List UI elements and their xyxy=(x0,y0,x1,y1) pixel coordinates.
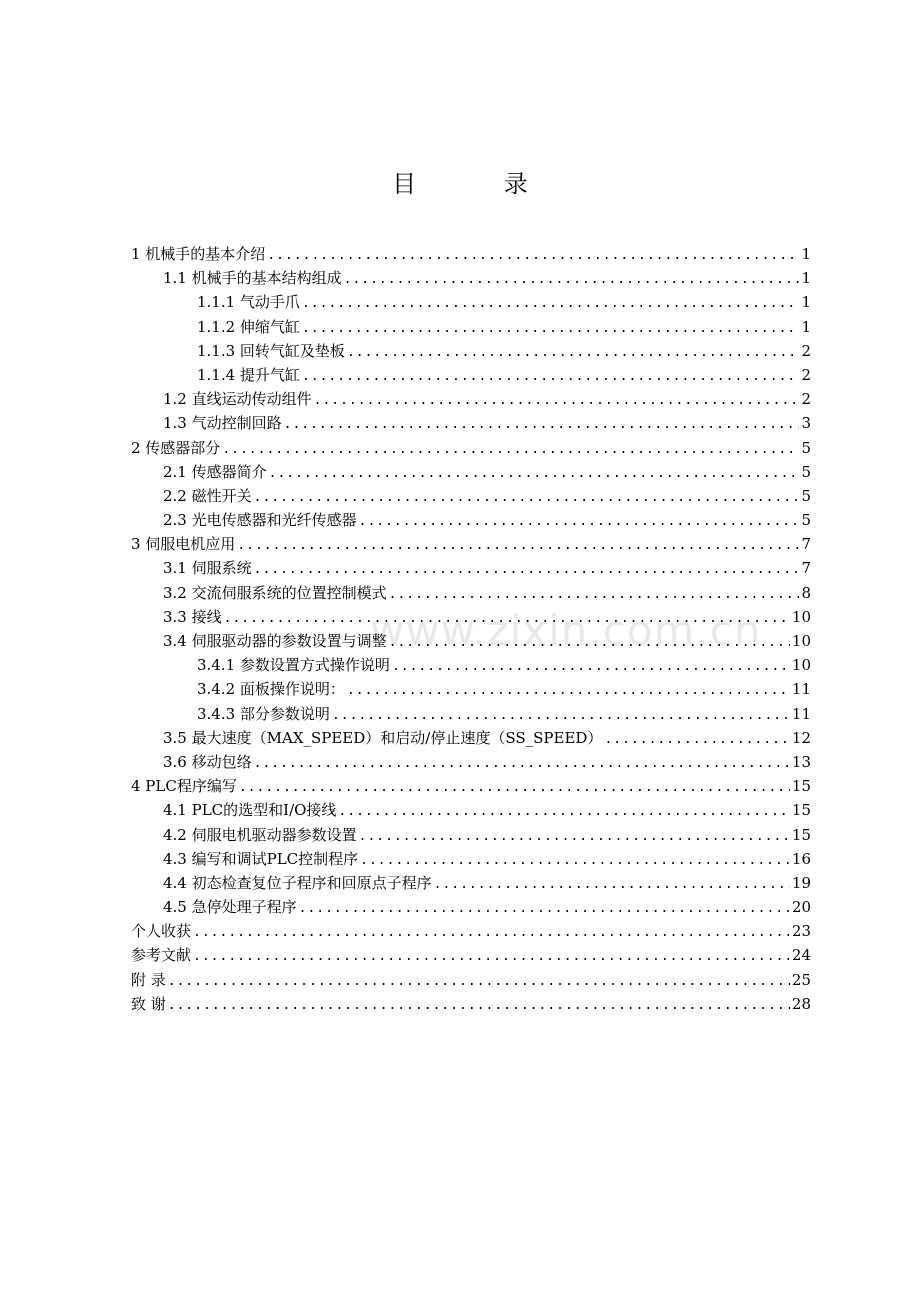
toc-entry-label: 2.3 光电传感器和光纤传感器 xyxy=(163,511,357,530)
toc-entry-page: 15 xyxy=(791,825,811,844)
toc-entry-label: 4.3 编写和调试PLC控制程序 xyxy=(163,849,359,868)
toc-leader-dots xyxy=(302,292,800,316)
toc-leader-dots xyxy=(269,462,800,486)
toc-entry-page: 2 xyxy=(801,365,811,384)
toc-entry[interactable] xyxy=(131,460,811,484)
toc-leader-dots xyxy=(314,389,800,413)
toc-leader-dots xyxy=(222,438,799,462)
toc-entry-label: 1.1.4 提升气缸 xyxy=(197,365,300,384)
toc-entry[interactable] xyxy=(131,823,811,847)
toc-entry[interactable] xyxy=(131,919,811,943)
toc-entry-page: 1 xyxy=(801,245,811,263)
toc-leader-dots xyxy=(168,994,790,1018)
toc-entry-page: 20 xyxy=(791,898,811,917)
toc-leader-dots xyxy=(254,486,800,510)
watermark: www.zixin.com.cn xyxy=(370,606,762,655)
toc-leader-dots xyxy=(254,558,800,582)
toc-entry-label: 1.1.1 气动手爪 xyxy=(197,293,300,312)
toc-entry[interactable] xyxy=(131,895,811,919)
toc-entry-page: 3 xyxy=(801,414,811,433)
toc-leader-dots xyxy=(332,704,790,728)
toc-leader-dots xyxy=(302,317,800,341)
toc-entry[interactable] xyxy=(131,774,811,798)
toc-entry-label: 4 PLC程序编写 xyxy=(131,777,237,796)
toc-entry-page: 5 xyxy=(801,486,811,505)
toc-entry[interactable] xyxy=(131,750,811,774)
toc-leader-dots xyxy=(254,752,790,776)
toc-entry-label: 3.4.2 面板操作说明： xyxy=(197,680,345,699)
toc-entry-label: 1.1.3 回转气缸及垫板 xyxy=(197,341,345,360)
page-title: 目 录 xyxy=(392,170,568,198)
toc-entry[interactable] xyxy=(131,726,811,750)
toc-entry-page: 5 xyxy=(801,438,811,457)
toc-entry-label: 3.4.1 参数设置方式操作说明 xyxy=(197,656,390,675)
toc-entry[interactable] xyxy=(131,290,811,314)
toc-entry[interactable] xyxy=(131,484,811,508)
toc-entry[interactable] xyxy=(131,242,811,266)
toc-leader-dots xyxy=(389,583,800,607)
toc-entry-label: 3.6 移动包络 xyxy=(163,752,252,771)
toc-entry-label: 3.3 接线 xyxy=(163,607,222,626)
toc-leader-dots xyxy=(193,921,790,945)
toc-entry[interactable] xyxy=(131,436,811,460)
toc-entry-page: 24 xyxy=(791,946,811,965)
toc-entry[interactable] xyxy=(131,847,811,871)
toc-entry-page: 11 xyxy=(791,704,811,723)
toc-leader-dots xyxy=(239,776,790,800)
toc-leader-dots xyxy=(267,244,799,268)
toc-entry-label: 2.1 传感器简介 xyxy=(163,462,267,481)
toc-leader-dots xyxy=(284,413,800,437)
toc-entry-page: 5 xyxy=(801,511,811,530)
toc-entry-label: 4.5 急停处理子程序 xyxy=(163,898,297,917)
toc-leader-dots xyxy=(299,897,790,921)
toc-entry-label: 4.4 初态检查复位子程序和回原点子程序 xyxy=(163,873,432,892)
toc-entry-label: 1.1.2 伸缩气缸 xyxy=(197,317,300,336)
toc-entry-page: 19 xyxy=(791,873,811,892)
toc-entry-label: 3.4 伺服驱动器的参数设置与调整 xyxy=(163,632,387,650)
toc-entry[interactable] xyxy=(131,702,811,726)
toc-entry[interactable] xyxy=(131,411,811,435)
toc-entry[interactable] xyxy=(131,605,811,629)
toc-entry[interactable] xyxy=(131,532,811,556)
toc-entry-page: 25 xyxy=(791,970,811,989)
toc-entry-label: 3.4.3 部分参数说明 xyxy=(197,704,330,723)
toc-leader-dots xyxy=(392,655,790,679)
toc-entry[interactable] xyxy=(131,798,811,822)
toc-entry[interactable] xyxy=(131,556,811,580)
toc-entry[interactable] xyxy=(131,992,811,1016)
toc-leader-dots xyxy=(338,800,789,824)
toc-entry[interactable] xyxy=(131,968,811,992)
toc-leader-dots xyxy=(359,825,790,849)
toc-entry-page: 7 xyxy=(801,535,811,554)
toc-entry-page: 5 xyxy=(801,462,811,481)
toc-entry-label: 2.2 磁性开关 xyxy=(163,486,252,505)
toc-entry[interactable] xyxy=(131,677,811,701)
toc-leader-dots xyxy=(360,849,790,873)
toc-entry-page: 1 xyxy=(801,317,811,336)
toc-entry[interactable] xyxy=(131,629,811,653)
toc-entry-label: 3.5 最大速度（MAX_SPEED）和启动/停止速度（SS_SPEED） xyxy=(163,728,603,747)
toc-entry[interactable] xyxy=(131,871,811,895)
toc-entry-page: 16 xyxy=(791,849,811,868)
toc-leader-dots xyxy=(302,365,800,389)
toc-entry[interactable] xyxy=(131,339,811,363)
toc-entry-label: 4.1 PLC的选型和I/O接线 xyxy=(163,801,337,820)
toc-entry-label: 3.1 伺服系统 xyxy=(163,559,252,578)
table-of-contents xyxy=(131,242,811,1016)
toc-leader-dots xyxy=(224,607,790,631)
toc-entry-label: 1 机械手的基本介绍 xyxy=(131,245,266,263)
toc-entry-page: 10 xyxy=(791,607,811,626)
toc-entry-page: 7 xyxy=(801,559,811,578)
toc-entry[interactable] xyxy=(131,387,811,411)
toc-entry-page: 2 xyxy=(801,390,811,409)
toc-leader-dots xyxy=(344,268,800,292)
toc-leader-dots xyxy=(237,534,799,558)
toc-entry-label: 附 录 xyxy=(131,970,166,989)
toc-entry-page: 28 xyxy=(791,994,811,1013)
toc-entry-label: 参考文献 xyxy=(131,946,192,965)
toc-entry-page: 23 xyxy=(791,922,811,941)
toc-entry-page: 2 xyxy=(801,341,811,360)
toc-entry-page: 12 xyxy=(791,728,811,747)
toc-entry-label: 个人收获 xyxy=(131,922,192,941)
toc-leader-dots xyxy=(347,679,790,703)
toc-entry[interactable] xyxy=(131,315,811,339)
toc-entry-page: 10 xyxy=(791,632,811,650)
toc-leader-dots xyxy=(434,873,790,897)
toc-entry-page: 13 xyxy=(791,752,811,771)
toc-entry-page: 11 xyxy=(791,680,811,699)
toc-entry-page: 8 xyxy=(801,583,811,602)
toc-entry-label: 3 伺服电机应用 xyxy=(131,535,236,554)
toc-entry-page: 15 xyxy=(791,801,811,820)
toc-entry[interactable] xyxy=(131,943,811,967)
toc-entry-label: 3.2 交流伺服系统的位置控制模式 xyxy=(163,583,387,602)
toc-leader-dots xyxy=(604,728,789,752)
toc-leader-dots xyxy=(389,631,790,655)
toc-leader-dots xyxy=(347,341,800,365)
toc-entry[interactable] xyxy=(131,266,811,290)
toc-entry-label: 1.1 机械手的基本结构组成 xyxy=(163,269,342,288)
toc-entry-page: 10 xyxy=(791,656,811,675)
toc-entry[interactable] xyxy=(131,508,811,532)
toc-leader-dots xyxy=(193,945,790,969)
toc-entry[interactable] xyxy=(131,653,811,677)
toc-entry-page: 15 xyxy=(791,777,811,796)
toc-entry-label: 致 谢 xyxy=(131,994,166,1013)
toc-entry-label: 1.2 直线运动传动组件 xyxy=(163,390,312,409)
toc-entry[interactable] xyxy=(131,581,811,605)
toc-leader-dots xyxy=(359,510,800,534)
toc-entry-page: 1 xyxy=(801,293,811,312)
toc-entry-page: 1 xyxy=(801,269,811,288)
toc-entry-label: 2 传感器部分 xyxy=(131,438,221,457)
toc-entry-label: 1.3 气动控制回路 xyxy=(163,414,282,433)
toc-leader-dots xyxy=(168,970,790,994)
toc-entry[interactable] xyxy=(131,363,811,387)
toc-entry-label: 4.2 伺服电机驱动器参数设置 xyxy=(163,825,357,844)
